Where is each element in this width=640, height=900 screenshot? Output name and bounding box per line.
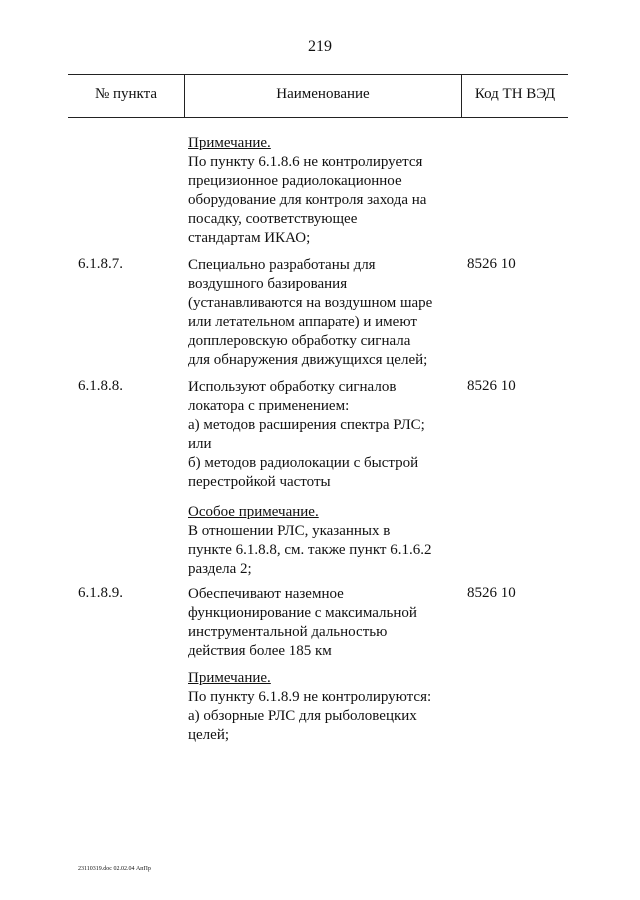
note-title: Примечание. bbox=[188, 670, 271, 686]
column-header-name: Наименование bbox=[276, 86, 370, 102]
note-line: оборудование для контроля захода на bbox=[188, 192, 427, 208]
note-line: По пункту 6.1.8.6 не контролируется bbox=[188, 154, 423, 170]
item-number: 6.1.8.7. bbox=[78, 256, 123, 272]
item-code: 8526 10 bbox=[467, 585, 516, 601]
description-line: б) методов радиолокации с быстрой bbox=[188, 455, 419, 471]
item-description bbox=[188, 585, 463, 661]
note-line: По пункту 6.1.8.9 не контролируются: bbox=[188, 689, 432, 705]
document-footer: 23110319.doc 02.02.04 АпПр bbox=[78, 866, 151, 872]
note-line: В отношении РЛС, указанных в bbox=[188, 523, 391, 539]
description-line: локатора с применением: bbox=[188, 398, 350, 414]
note-line: стандартам ИКАО; bbox=[188, 230, 311, 246]
description-line: инструментальной дальностью bbox=[188, 624, 388, 640]
item-number: 6.1.8.9. bbox=[78, 585, 123, 601]
note-line: а) обзорные РЛС для рыболовецких bbox=[188, 708, 417, 724]
note-line: раздела 2; bbox=[188, 561, 252, 577]
page-number: 219 bbox=[308, 38, 332, 55]
description-line: а) методов расширения спектра РЛС; bbox=[188, 417, 425, 433]
description-line: для обнаружения движущихся целей; bbox=[188, 352, 428, 368]
description-line: действия более 185 км bbox=[188, 643, 332, 659]
note-line: пункте 6.1.8.8, см. также пункт 6.1.6.2 bbox=[188, 542, 432, 558]
description-line: допплеровскую обработку сигнала bbox=[188, 333, 411, 349]
note-line: прецизионное радиолокационное bbox=[188, 173, 402, 189]
note-title: Примечание. bbox=[188, 135, 271, 151]
item-code: 8526 10 bbox=[467, 378, 516, 394]
note-block bbox=[188, 134, 463, 248]
item-description bbox=[188, 256, 463, 370]
item-description bbox=[188, 378, 463, 492]
description-line: или bbox=[188, 436, 212, 452]
item-code: 8526 10 bbox=[467, 256, 516, 272]
description-line: функционирование с максимальной bbox=[188, 605, 417, 621]
special-note-block bbox=[188, 503, 463, 579]
description-line: перестройкой частоты bbox=[188, 474, 331, 490]
table-header-top-rule bbox=[68, 74, 568, 75]
description-line: Специально разработаны для bbox=[188, 257, 376, 273]
column-header-code: Код ТН ВЭД bbox=[474, 86, 556, 102]
description-line: или летательном аппарате) и имеют bbox=[188, 314, 417, 330]
description-line: Используют обработку сигналов bbox=[188, 379, 397, 395]
item-number: 6.1.8.8. bbox=[78, 378, 123, 394]
note-block bbox=[188, 669, 463, 745]
note-title: Особое примечание. bbox=[188, 504, 319, 520]
note-line: посадку, соответствующее bbox=[188, 211, 358, 227]
column-header-number: № пункта bbox=[94, 86, 158, 102]
note-line: целей; bbox=[188, 727, 230, 743]
description-line: воздушного базирования bbox=[188, 276, 348, 292]
table-header-bottom-rule bbox=[68, 117, 568, 118]
description-line: Обеспечивают наземное bbox=[188, 586, 344, 602]
description-line: (устанавливаются на воздушном шаре bbox=[188, 295, 433, 311]
